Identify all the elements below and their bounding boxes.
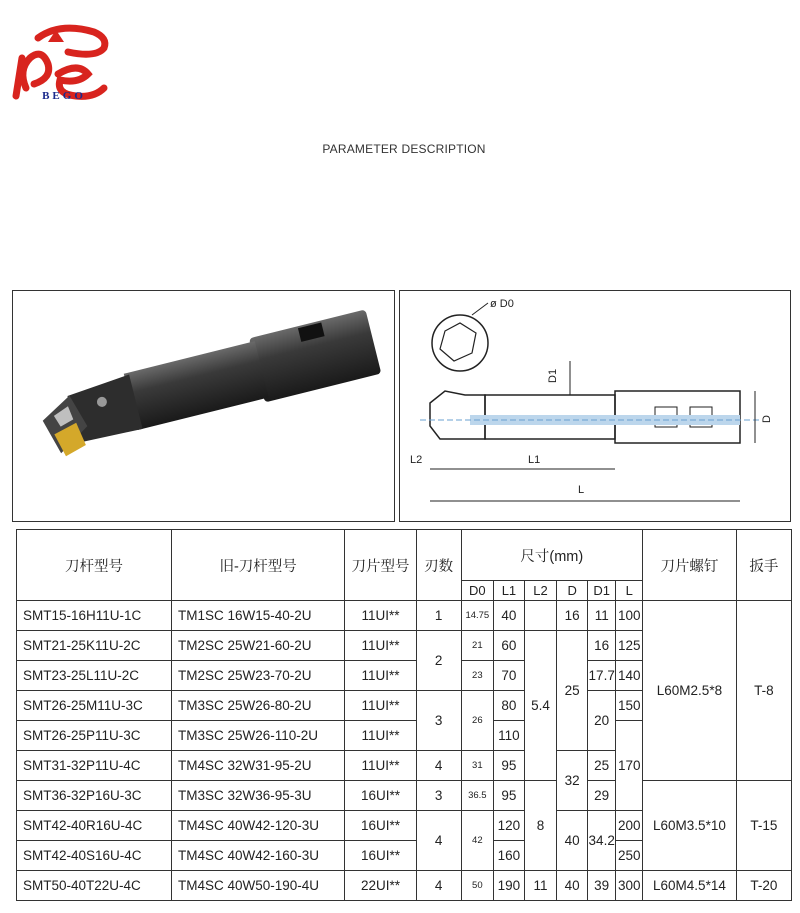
end-view-inserts (440, 323, 476, 361)
cell-d0: 23 (461, 661, 494, 691)
label-d1: D1 (547, 368, 559, 383)
cell-l1: 80 (494, 691, 525, 721)
header-model: 刀杆型号 (17, 530, 172, 601)
cell-old-model: TM3SC 32W36-95-3U (171, 781, 344, 811)
label-l: L (578, 484, 585, 496)
cell-l2: 8 (524, 781, 557, 871)
cell-d0: 21 (461, 631, 494, 661)
dimension-drawing (400, 291, 790, 521)
cell-d0: 26 (461, 691, 494, 751)
shank-body (124, 341, 269, 430)
d0-leader (472, 303, 488, 315)
label-d0: ø D0 (490, 298, 514, 310)
cell-old-model: TM2SC 25W21-60-2U (171, 631, 344, 661)
cell-old-model: TM3SC 25W26-110-2U (171, 721, 344, 751)
cell-model: SMT21-25K11U-2C (17, 631, 172, 661)
cell-l: 125 (616, 631, 643, 661)
table-row (17, 781, 792, 811)
header-screw: 刀片螺钉 (643, 530, 737, 601)
cell-l1: 95 (494, 781, 525, 811)
cell-d: 40 (557, 811, 588, 871)
subheader-l2: L2 (524, 581, 557, 601)
cell-flutes: 4 (416, 871, 461, 901)
logo-swoosh (38, 28, 105, 54)
cell-old-model: TM4SC 40W50-190-4U (171, 871, 344, 901)
cell-flutes: 4 (416, 751, 461, 781)
cell-insert: 16UI** (345, 811, 416, 841)
cell-l1: 60 (494, 631, 525, 661)
cell-model: SMT42-40S16U-4C (17, 841, 172, 871)
cell-insert: 11UI** (345, 751, 416, 781)
cell-l1: 70 (494, 661, 525, 691)
cell-model: SMT15-16H11U-1C (17, 601, 172, 631)
cell-l1: 160 (494, 841, 525, 871)
cell-d1: 34.2 (587, 811, 616, 871)
cell-screw: L60M2.5*8 (643, 601, 737, 781)
cell-l: 250 (616, 841, 643, 871)
header-flutes: 刃数 (416, 530, 461, 601)
cell-flutes: 4 (416, 811, 461, 871)
cell-l1: 95 (494, 751, 525, 781)
cell-l: 140 (616, 661, 643, 691)
cell-l1: 190 (494, 871, 525, 901)
cell-old-model: TM1SC 16W15-40-2U (171, 601, 344, 631)
cell-d1: 39 (587, 871, 616, 901)
subheader-d0: D0 (461, 581, 494, 601)
cell-old-model: TM3SC 25W26-80-2U (171, 691, 344, 721)
cell-model: SMT42-40R16U-4C (17, 811, 172, 841)
cell-insert: 11UI** (345, 721, 416, 751)
cell-screw: L60M4.5*14 (643, 871, 737, 901)
cell-l2: 11 (524, 871, 557, 901)
label-l2: L2 (410, 454, 423, 466)
cell-l: 200 (616, 811, 643, 841)
table-row (17, 601, 792, 631)
cell-wrench: T-15 (736, 781, 791, 871)
cell-insert: 11UI** (345, 601, 416, 631)
cell-model: SMT23-25L11U-2C (17, 661, 172, 691)
cell-d1: 11 (587, 601, 616, 631)
header-insert: 刀片型号 (345, 530, 416, 601)
subheader-l: L (616, 581, 643, 601)
cell-l2-empty (524, 601, 557, 631)
cell-l: 300 (616, 871, 643, 901)
cell-l: 170 (616, 721, 643, 811)
cell-d1: 29 (587, 781, 616, 811)
cell-d0: 50 (461, 871, 494, 901)
cell-d1: 20 (587, 691, 616, 751)
cell-flutes: 3 (416, 691, 461, 751)
product-photo (12, 290, 395, 522)
cell-d1: 17.7 (587, 661, 616, 691)
cell-model: SMT26-25P11U-3C (17, 721, 172, 751)
header-size: 尺寸(mm) (461, 530, 643, 581)
cell-d: 16 (557, 601, 588, 631)
cell-l: 150 (616, 691, 643, 721)
cell-old-model: TM2SC 25W23-70-2U (171, 661, 344, 691)
cell-d0: 42 (461, 811, 494, 871)
cell-l1: 110 (494, 721, 525, 751)
cell-d0: 31 (461, 751, 494, 781)
cell-d0: 36.5 (461, 781, 494, 811)
header-old-model: 旧-刀杆型号 (171, 530, 344, 601)
shank-rear (249, 309, 381, 402)
cell-insert: 22UI** (345, 871, 416, 901)
cell-wrench: T-20 (736, 871, 791, 901)
cell-old-model: TM4SC 40W42-120-3U (171, 811, 344, 841)
cell-d1: 16 (587, 631, 616, 661)
cell-insert: 16UI** (345, 841, 416, 871)
cell-old-model: TM4SC 32W31-95-2U (171, 751, 344, 781)
cell-l1: 120 (494, 811, 525, 841)
parameter-table (16, 529, 792, 901)
table-row (17, 871, 792, 901)
cell-model: SMT31-32P11U-4C (17, 751, 172, 781)
subheader-l1: L1 (494, 581, 525, 601)
cell-l1: 40 (494, 601, 525, 631)
logo-letter-b (23, 54, 49, 88)
subheader-d1: D1 (587, 581, 616, 601)
cell-insert: 11UI** (345, 631, 416, 661)
label-d: D (761, 415, 773, 423)
cell-d: 40 (557, 871, 588, 901)
cell-l2: 5.4 (524, 631, 557, 781)
cell-model: SMT36-32P16U-3C (17, 781, 172, 811)
cell-flutes: 2 (416, 631, 461, 691)
cell-d: 25 (557, 631, 588, 751)
header-wrench: 扳手 (736, 530, 791, 601)
cell-insert: 11UI** (345, 691, 416, 721)
end-mill-photo (13, 291, 394, 521)
subheader-d: D (557, 581, 588, 601)
cell-old-model: TM4SC 40W42-160-3U (171, 841, 344, 871)
technical-drawing (399, 290, 791, 522)
cell-flutes: 3 (416, 781, 461, 811)
cell-screw: L60M3.5*10 (643, 781, 737, 871)
cell-wrench: T-8 (736, 601, 791, 781)
cell-d: 32 (557, 751, 588, 811)
cell-flutes: 1 (416, 601, 461, 631)
cell-model: SMT26-25M11U-3C (17, 691, 172, 721)
cell-model: SMT50-40T22U-4C (17, 871, 172, 901)
logo-wordmark: BEGO (42, 90, 86, 102)
cell-insert: 11UI** (345, 661, 416, 691)
page-title: PARAMETER DESCRIPTION (322, 142, 486, 156)
cell-d0: 14.75 (461, 601, 494, 631)
cell-d1: 25 (587, 751, 616, 781)
cell-l: 100 (616, 601, 643, 631)
label-l1: L1 (528, 454, 541, 466)
cell-insert: 16UI** (345, 781, 416, 811)
